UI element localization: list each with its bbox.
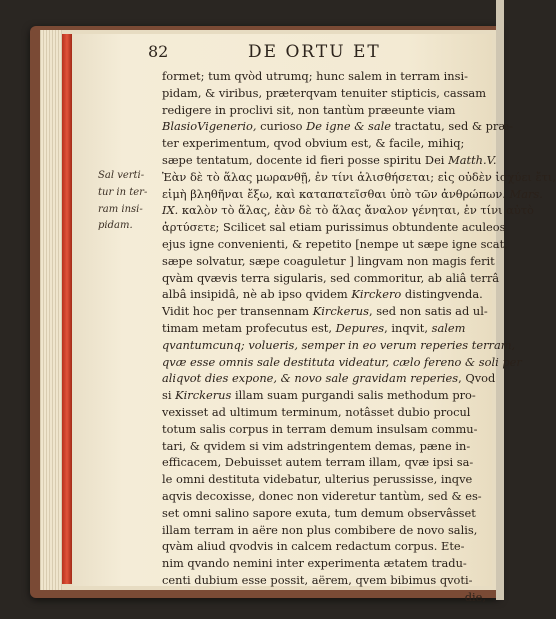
text-run: si (162, 388, 176, 403)
text-line (162, 454, 490, 471)
italic-run: Mars. (509, 186, 543, 201)
text-run: Vidit hoc per transennam (162, 304, 313, 319)
text-run: , sed non satis ad ul- (368, 304, 488, 319)
text-line (162, 555, 490, 572)
text-line (162, 471, 490, 488)
margin-note-line: Sal verti- (98, 170, 145, 181)
text-run: le omni destituta videbatur, ulterius perussisse, inqve (162, 472, 473, 487)
text-line (162, 421, 490, 438)
text-line (162, 286, 490, 303)
text-run: sæpe tentatum, docente id fieri posse spiritu Dei (162, 152, 449, 167)
text-run: ἀρτύσετε; Scilicet sal etiam purissimus obtundente aculeos (162, 220, 506, 235)
margin-note-line: ram insi- (98, 203, 143, 215)
text-run: redigere in proclivi sit, non tantùm præeunte viam (162, 102, 456, 117)
text-run: , inqvit, (384, 320, 432, 335)
body-text (162, 68, 556, 589)
red-page-edge (62, 34, 72, 584)
text-run: καλὸν τὸ ἅλας, ἐὰν δὲ τὸ ἅλας ἄναλον γένηται, ἐν τίνι αὐτὸ (178, 203, 534, 218)
text-run: nim qvando nemini inter experimenta ætatem tradu- (162, 556, 467, 571)
text-run: centi dubium esse possit, aërem, qvem bibimus qvoti- (162, 572, 473, 587)
text-line (162, 202, 534, 219)
page-edges (40, 30, 62, 590)
text-line (162, 303, 490, 320)
text-line (162, 538, 490, 555)
text-line (162, 236, 508, 253)
text-line (162, 387, 490, 404)
italic-run: IX. (162, 203, 179, 218)
text-run: aqvis decoxisse, donec non videretur tantùm, sed & es- (162, 488, 482, 503)
text-run: qvàm aliud qvodvis in calcem redactum corpus. Ete- (162, 539, 465, 554)
text-line (162, 169, 556, 186)
ruler-strip (496, 0, 504, 600)
catchword-block (162, 589, 490, 606)
text-run: albâ insipidâ, nè ab ipso qvidem (162, 287, 352, 302)
italic-run: Kirckerus (175, 388, 232, 403)
text-run: εἰμὴ βληθῆναι ἔξω, καὶ καταπατεῖσθαι ὑπὸ τῶν ἀνθρώπων. (162, 186, 510, 201)
text-run: tractatu, sed & præ- (391, 119, 513, 134)
catchword: die, (464, 590, 486, 604)
text-line (162, 438, 490, 455)
italic-run: Kirckerus (312, 304, 369, 319)
text-line (162, 572, 490, 589)
italic-run: qvantumcunq; volueris, semper in eo verum reperies terram, (162, 337, 516, 352)
page-number: 82 (148, 42, 169, 61)
text-line (162, 219, 506, 236)
text-run: illam terram in aëre non plus combibere de novo salis, (162, 522, 478, 537)
text-line (162, 186, 543, 203)
text-run: pidam, & viribus, præterqvam tenuiter stipticis, cassam (162, 85, 487, 100)
running-head: DE ORTU ET (248, 42, 381, 62)
text-line (162, 152, 497, 169)
text-line (162, 270, 500, 287)
text-line (162, 135, 490, 152)
text-run: ejus igne convenienti, & repetito [nempe ut sæpe igne scat, (162, 236, 508, 251)
text-run: distingvenda. (401, 287, 483, 302)
text-run: illam suam purgandi salis methodum pro- (231, 388, 476, 403)
italic-run: Matth.V. (448, 152, 497, 167)
text-run: ter experimentum, qvod obvium est, & facile, mihiq; (162, 136, 465, 151)
text-line (162, 488, 490, 505)
margin-note (98, 168, 154, 235)
italic-run: qvæ esse omnis sale destituta videatur, cælo fereno & soli per (162, 354, 522, 369)
italic-run: De igne & sale (306, 119, 392, 134)
text-line (162, 354, 522, 371)
text-line (162, 68, 490, 85)
text-run: curioso (256, 119, 307, 134)
text-run: sæpe solvatur, sæpe coaguletur ] lingvam non magis ferit (162, 253, 495, 268)
text-run: , Qvod (458, 371, 496, 386)
margin-note-line: tur in ter- (98, 186, 148, 198)
text-run: set omni salino sapore exuta, tum demum observâsset (162, 505, 476, 520)
text-run: formet; tum qvòd utrumq; hunc salem in terram insi- (162, 69, 468, 83)
text-line (162, 85, 490, 102)
text-line (162, 505, 490, 522)
italic-run: aliqvot dies expone, & novo sale gravidam reperies (162, 371, 459, 386)
margin-note-line: pidam. (98, 220, 133, 232)
text-line (162, 370, 496, 387)
text-line (162, 404, 490, 421)
text-line (162, 320, 490, 337)
text-line (162, 522, 490, 539)
text-run: efficacem, Debuisset autem terram illam, qvæ ipsi sa- (162, 455, 474, 470)
page-header (130, 42, 500, 64)
text-run: Ἐὰν δὲ τὸ ἅλας μωρανθῇ, ἐν τίνι ἁλισθήσεται; εἰς οὐδὲν ἰσχύει ἔτι, (162, 169, 556, 184)
text-line (162, 118, 513, 135)
text-line (162, 102, 490, 119)
text-line (162, 253, 495, 270)
text-line (162, 337, 516, 354)
italic-run: Depures (335, 320, 385, 335)
text-run: tari, & qvidem si vim adstringentem demas, pæne in- (162, 438, 471, 453)
text-run: totum salis corpus in terram demum insulsam commu- (162, 421, 478, 436)
italic-run: BlasioVigenerio, (162, 119, 257, 134)
text-run: qvàm qvævis terra sigularis, sed commoritur, ab aliâ terrâ (162, 270, 500, 285)
text-run: timam metam profecutus est, (162, 320, 336, 335)
text-run: vexisset ad ultimum terminum, notâsset dubio procul (162, 404, 471, 419)
italic-run: Kirckero (351, 287, 402, 302)
italic-run: salem (431, 320, 466, 335)
